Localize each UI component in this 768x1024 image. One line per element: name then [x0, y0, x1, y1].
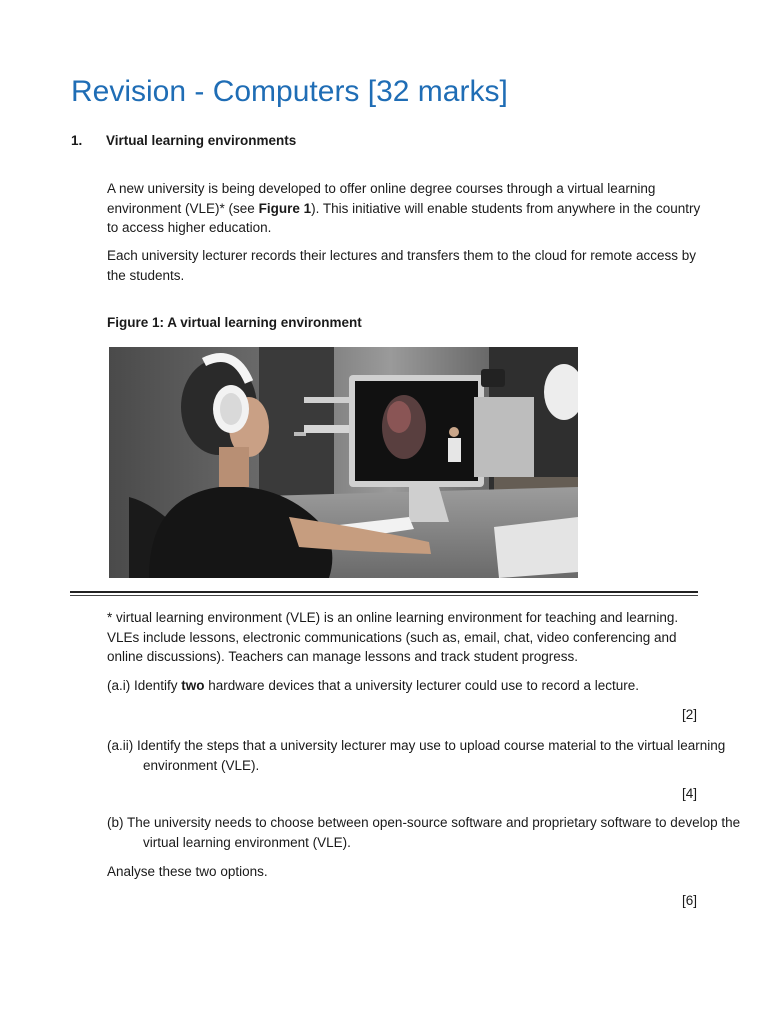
page-title: Revision - Computers [32 marks] — [71, 75, 508, 108]
question-a-i-emphasis: two — [181, 678, 205, 693]
question-number: 1. — [71, 133, 83, 148]
question-b: (b) The university needs to choose between open-source software and proprietary software to develop the virtual learning environment (VLE). — [107, 815, 741, 850]
figure-reference: Figure 1 — [258, 200, 312, 216]
question-title: Virtual learning environments — [106, 133, 297, 148]
section-divider — [70, 591, 698, 593]
figure-image — [109, 347, 578, 578]
student-with-headphones-at-computer-image — [109, 347, 578, 578]
question-a-i-text-start: (a.i) Identify — [107, 678, 182, 693]
marks-b: [6] — [681, 893, 697, 908]
question-b-instruction: Analyse these two options. — [107, 864, 268, 879]
intro-text-start: A new university is being developed to offer online degree courses through a virtual learning environment (VLE)* (see — [107, 181, 656, 216]
figure-caption: Figure 1: A virtual learning environment — [107, 315, 362, 330]
marks-a-ii: [4] — [681, 786, 697, 801]
question-a-i — [107, 676, 707, 696]
question-a-ii: (a.ii) Identify the steps that a university lecturer may use to upload course material to the virtual learning environment (VLE). — [107, 738, 726, 773]
question-heading — [71, 132, 296, 150]
intro-text-end: ). This initiative will enable students from anywhere in the country to access higher education. — [107, 200, 701, 235]
intro-paragraph-2: Each university lecturer records their lectures and transfers them to the cloud for remote access by the students. — [107, 248, 697, 283]
section-divider-thin — [70, 595, 698, 596]
question-a-i-text-end: hardware devices that a university lecturer could use to record a lecture. — [204, 678, 639, 693]
footnote: * virtual learning environment (VLE) is an online learning environment for teaching and learning. VLEs include lessons, electronic communications (such as, email, chat, video conferencing and online discussions). Teachers can manage lessons and track student progress. — [107, 610, 679, 664]
intro-paragraph-1 — [107, 179, 707, 238]
marks-a-i: [2] — [681, 707, 697, 722]
